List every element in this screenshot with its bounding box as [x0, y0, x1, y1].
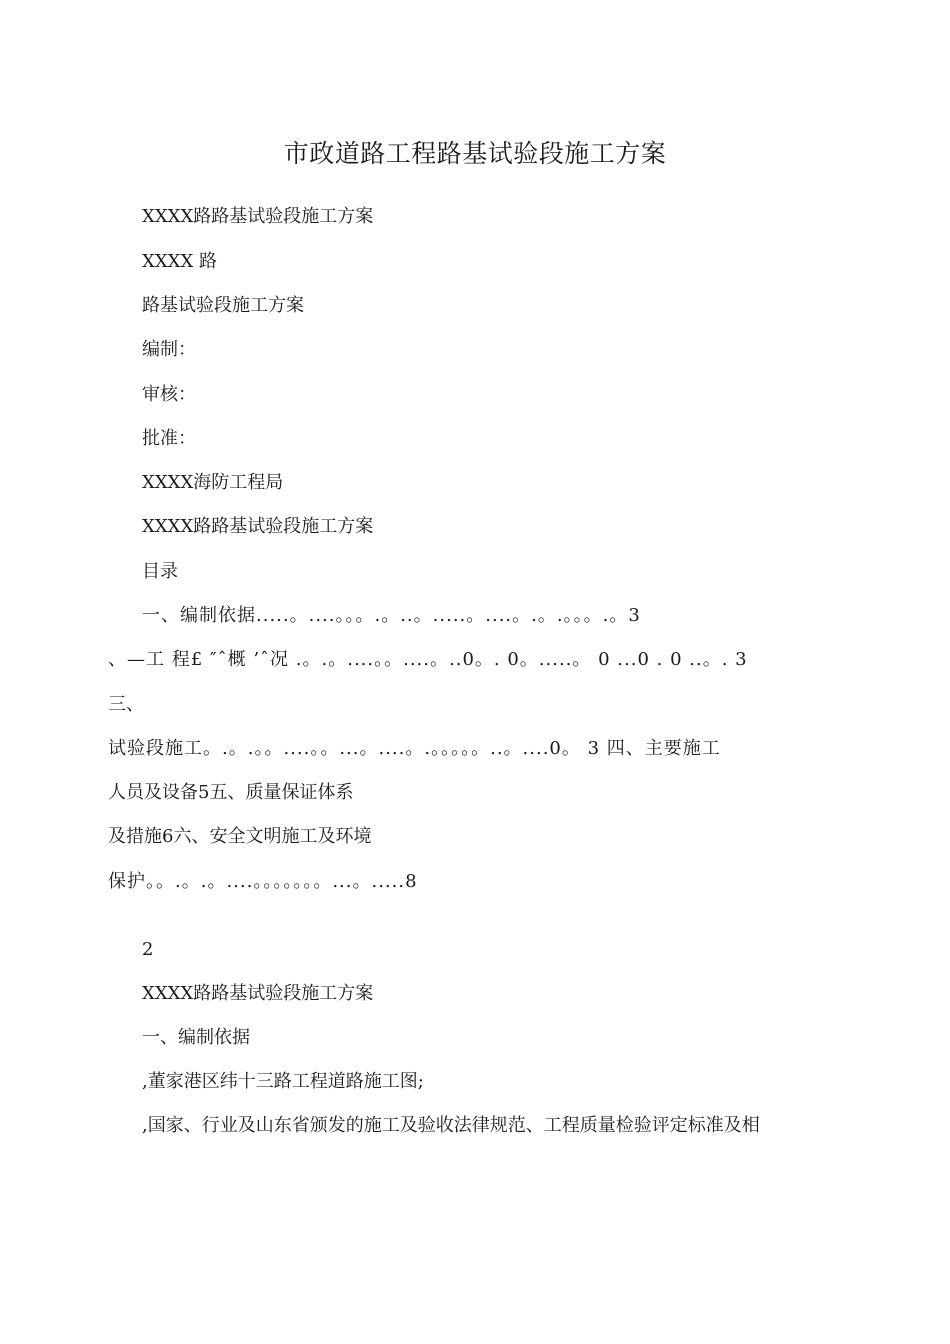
toc-entry: 三、: [108, 694, 144, 715]
document-title: 市政道路工程路基试验段施工方案: [283, 139, 667, 168]
organization-name: XXXX海防工程局: [142, 472, 284, 493]
section-heading: 一、编制依据: [142, 1027, 250, 1048]
reviewed-by-label: 审核：: [142, 384, 196, 405]
approved-by-label: 批准：: [142, 428, 196, 449]
cover-subtitle: 路基试验段施工方案: [142, 295, 304, 316]
compiled-by-label: 编制：: [142, 339, 196, 360]
body-paragraph: ,董家港区纬十三路工程道路施工图;: [142, 1071, 424, 1092]
running-header: XXXX路路基试验段施工方案: [142, 983, 374, 1004]
cover-project-name: XXXX路路基试验段施工方案: [142, 206, 374, 227]
toc-entry: 一、编制依据.....。....。。。.。..。.....。....。.。.。。。.。3: [142, 605, 641, 626]
toc-entry: 保护。。.。.。....。。。。。。。...。.....8: [108, 871, 418, 892]
body-paragraph: ,国家、行业及山东省颁发的施工及验收法律规范、工程质量检验评定标准及相: [142, 1115, 760, 1136]
toc-entry: 、—工 程£ ″ˆ概 ’ˆ况 .。.。....。。....。..0。. 0。.....。 0 ...0 . 0 ..。. 3: [108, 649, 748, 670]
cover-road-name: XXXX 路: [142, 251, 217, 272]
page-number: 2: [142, 939, 154, 960]
toc-heading: 目录: [142, 561, 178, 582]
header-project-name: XXXX路路基试验段施工方案: [142, 516, 374, 537]
toc-entry: 试验段施工。.。.。。....。。...。....。.。。。。。..。....0。 3 四、主要施工: [108, 738, 721, 759]
toc-entry: 人员及设备5五、质量保证体系: [108, 782, 354, 803]
toc-entry: 及措施6六、安全文明施工及环境: [108, 826, 372, 847]
